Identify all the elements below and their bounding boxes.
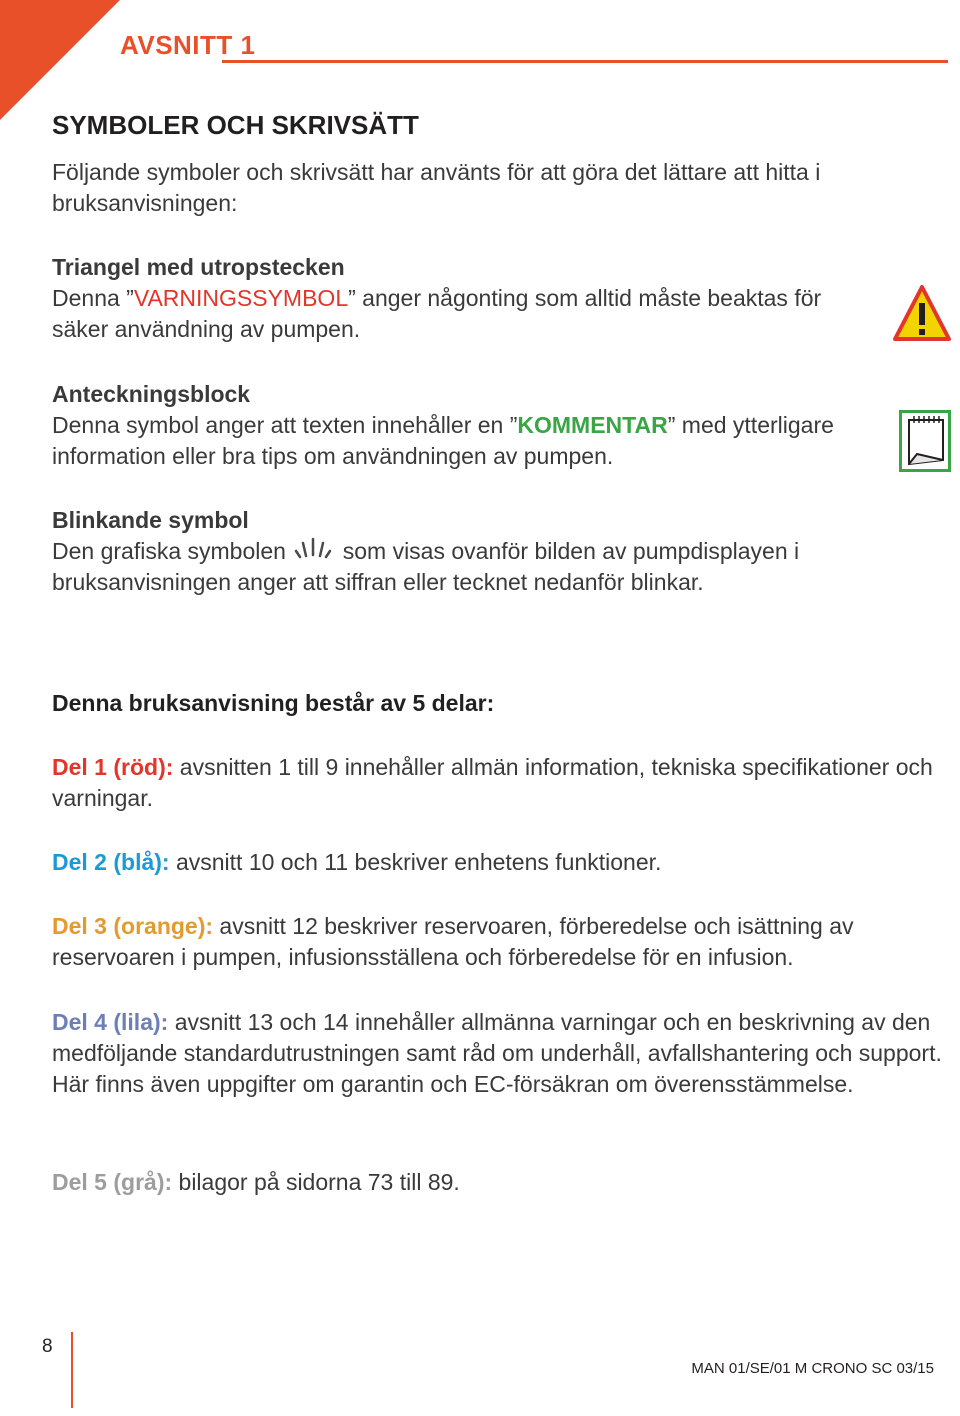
part-2-text: avsnitt 10 och 11 beskriver enhetens funktioner. (169, 849, 662, 875)
page-title: SYMBOLER OCH SKRIVSÄTT (52, 110, 419, 140)
note-title: Anteckningsblock (52, 381, 251, 407)
warning-title: Triangel med utropstecken (52, 254, 345, 280)
document-code: MAN 01/SE/01 M CRONO SC 03/15 (691, 1360, 934, 1377)
section-label: AVSNITT 1 (120, 30, 256, 60)
warning-keyword: VARNINGSSYMBOL (133, 285, 349, 311)
warning-triangle-icon (892, 284, 952, 342)
part-4-text: avsnitt 13 och 14 innehåller allmänna varningar och en beskrivning av den medföljande standardutrustningen samt råd om underhåll, avfallshantering och support. Här finns även uppgifter om garantin och EC-försäkran om överensstämmelse. (52, 1009, 942, 1097)
note-block (52, 379, 882, 472)
part-4-label: Del 4 (lila): (52, 1009, 169, 1035)
part-1-text: avsnitten 1 till 9 innehåller allmän information, tekniska specifikationer och varningar. (52, 754, 933, 811)
part-3 (52, 911, 950, 973)
blink-title: Blinkande symbol (52, 507, 249, 533)
page-number-divider (71, 1332, 73, 1408)
part-1 (52, 752, 950, 814)
parts-intro: Denna bruksanvisning består av 5 delar: (52, 690, 495, 716)
page-number: 8 (42, 1336, 53, 1357)
part-5 (52, 1167, 950, 1198)
blink-block (52, 505, 882, 598)
warning-text-after: ” anger någonting som alltid måste beaktas för säker användning av pumpen. (52, 285, 822, 342)
warning-text-before: Denna ” (52, 285, 134, 311)
blink-text-after: som visas ovanför bilden av pumpdisplayen i bruksanvisningen anger att siffran eller tecknet nedanför blinkar. (52, 538, 800, 595)
part-3-text: avsnitt 12 beskriver reservoaren, förberedelse och isättning av reservoaren i pumpen, infusionsställena och förberedelse för en infusion. (52, 913, 854, 970)
section-divider (222, 60, 948, 63)
part-4 (52, 1007, 950, 1100)
notepad-icon (899, 410, 951, 472)
part-5-text: bilagor på sidorna 73 till 89. (172, 1169, 460, 1195)
note-text-before: Denna symbol anger att texten innehåller en ” (52, 412, 518, 438)
note-text-after: ” med ytterligare information eller bra tips om användningen av pumpen. (52, 412, 834, 469)
part-1-label: Del 1 (röd): (52, 754, 174, 780)
part-3-label: Del 3 (orange): (52, 913, 214, 939)
part-2 (52, 847, 950, 878)
blink-icon (294, 537, 334, 561)
blink-text-before: Den grafiska symbolen (52, 538, 286, 564)
intro-text: Följande symboler och skrivsätt har använts för att göra det lättare att hitta i bruksanvisningen: (52, 159, 821, 216)
note-keyword: KOMMENTAR (517, 412, 668, 438)
warning-block (52, 252, 882, 345)
part-2-label: Del 2 (blå): (52, 849, 170, 875)
part-5-label: Del 5 (grå): (52, 1169, 173, 1195)
